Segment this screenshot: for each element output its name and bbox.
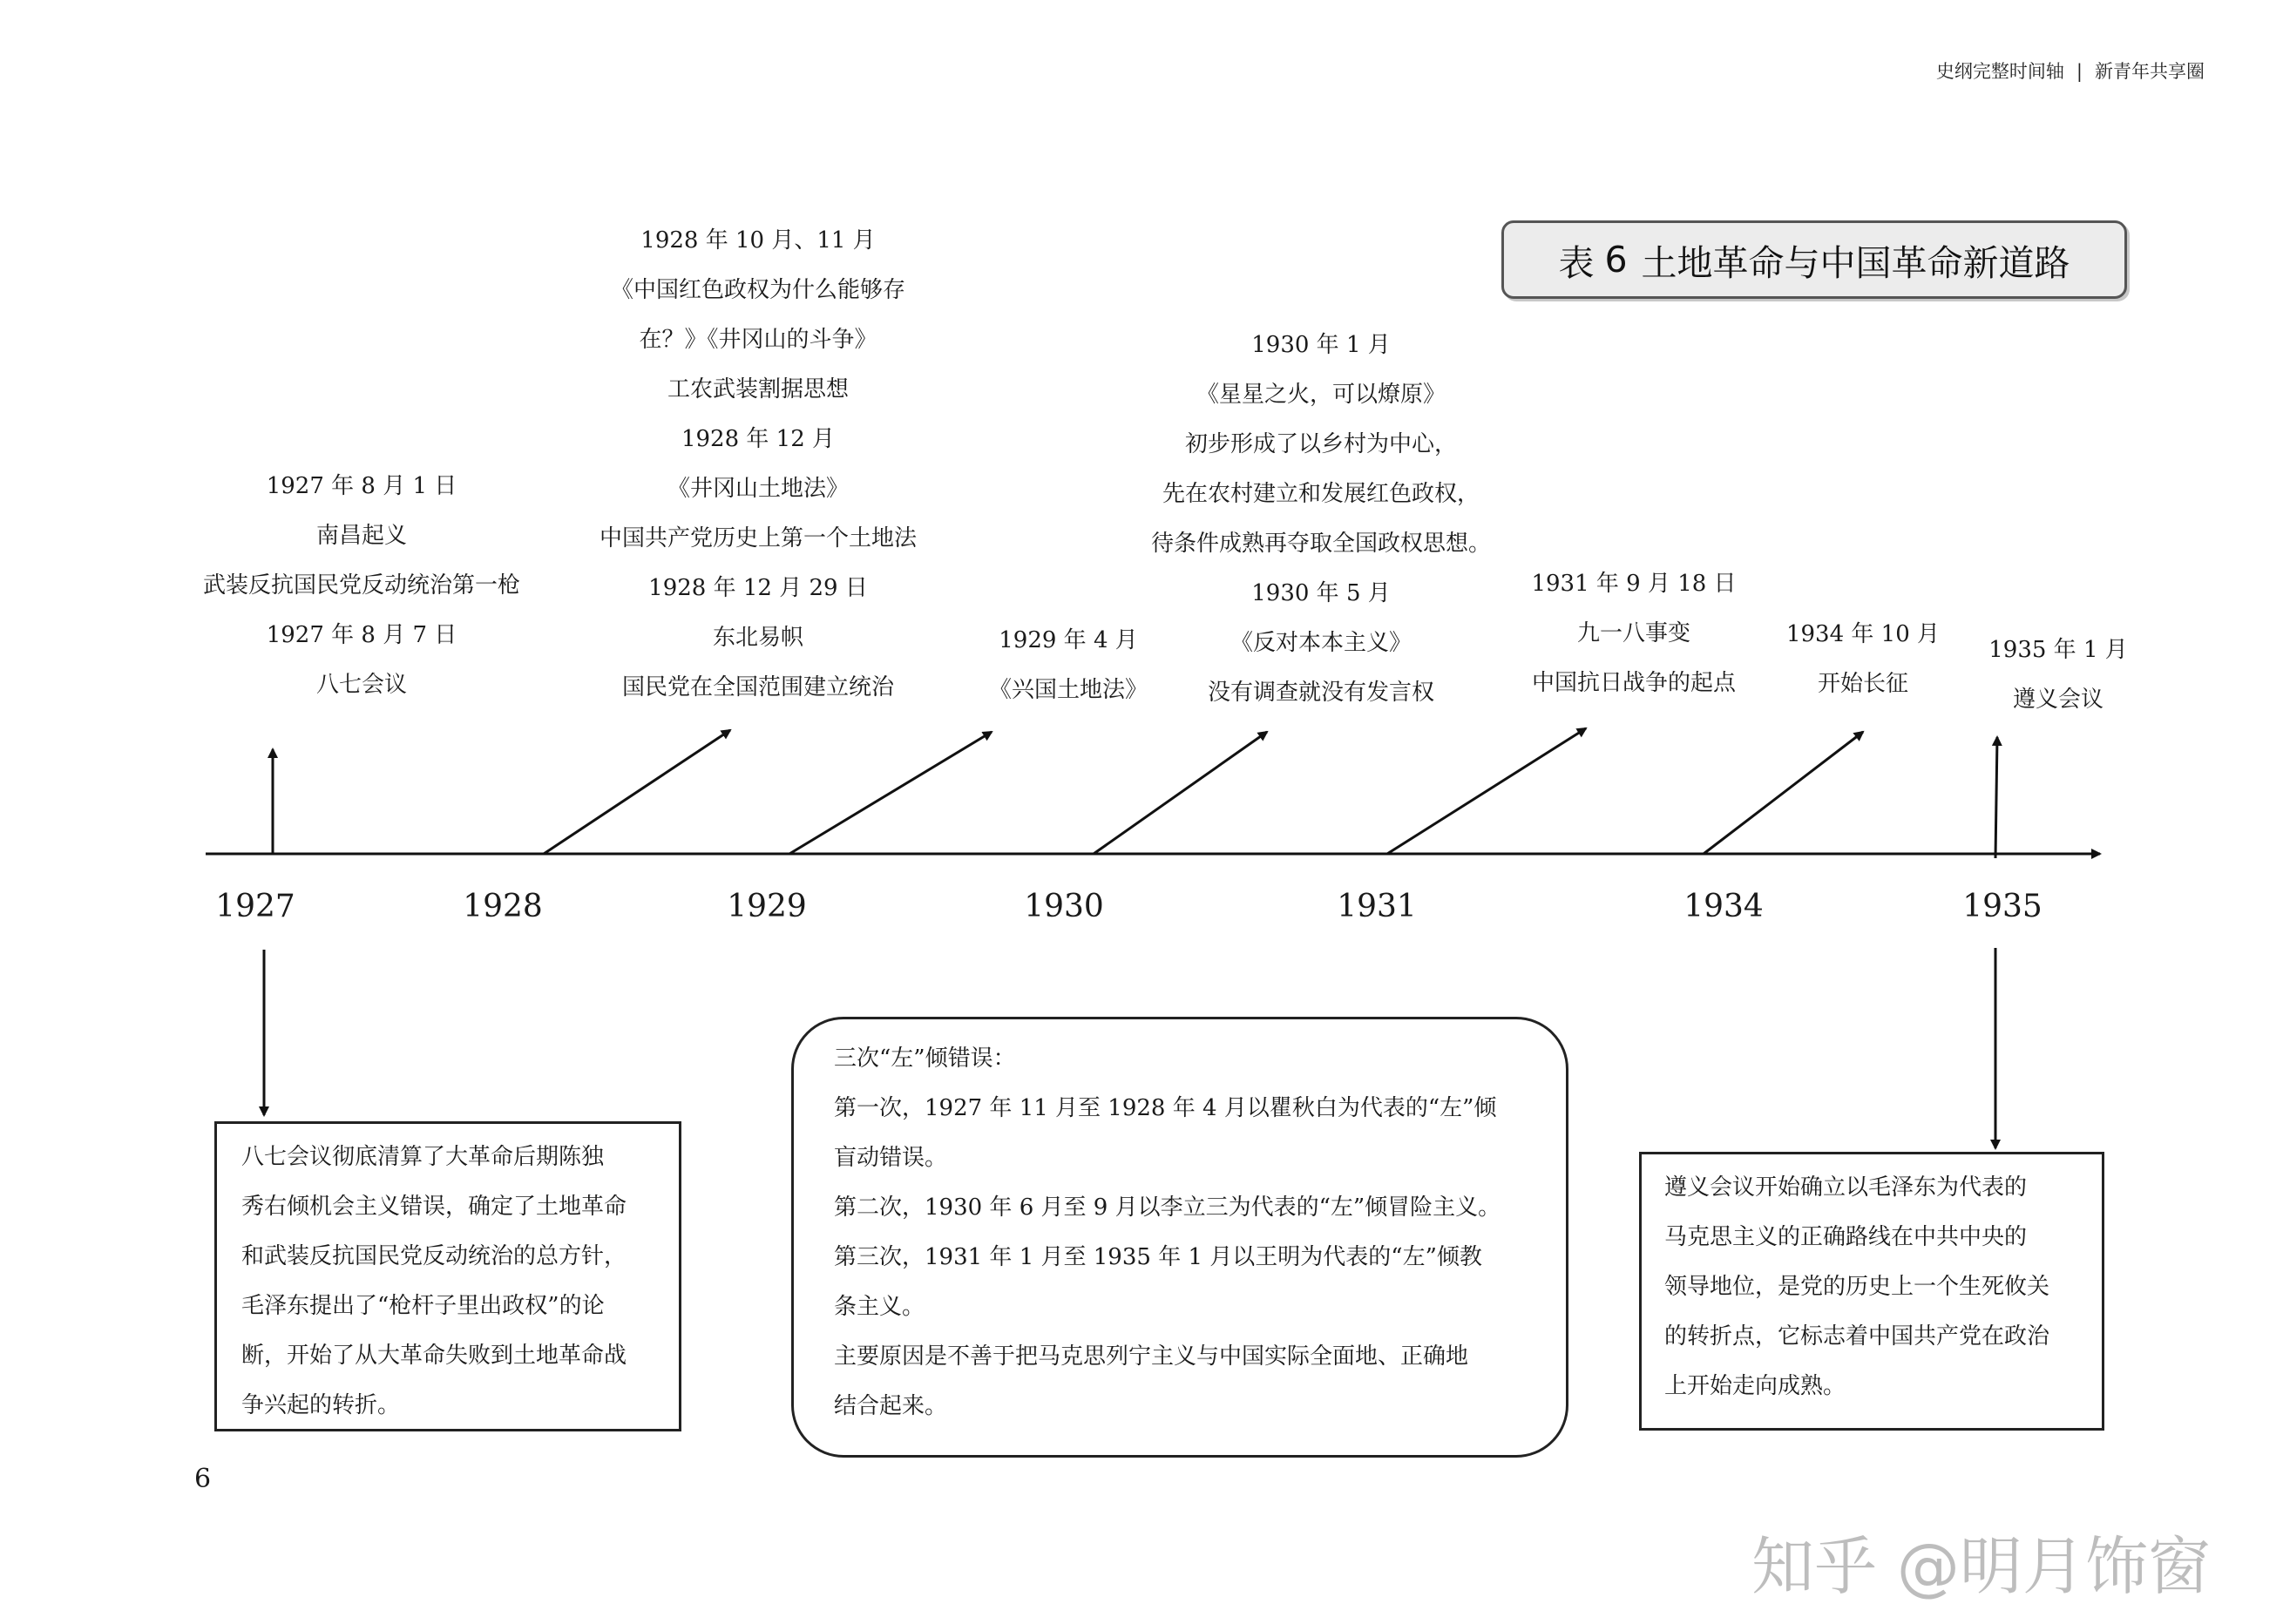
note-line: 上开始走向成熟。 [1664, 1373, 1846, 1399]
event-line: 开始长征 [1817, 671, 1909, 697]
event-line: 九一八事变 [1576, 620, 1690, 646]
note-line: 结合起来。 [834, 1393, 948, 1419]
page-number: 6 [194, 1464, 212, 1494]
header-publisher: 新青年共享圈 [2095, 61, 2205, 82]
note-line: 主要原因是不善于把马克思列宁主义与中国实际全面地、正确地 [834, 1343, 1469, 1370]
note-line: 第二次，1930 年 6 月至 9 月以李立三为代表的“左”倾冒险主义。 [834, 1194, 1501, 1221]
event-line: 1930 年 5 月 [1251, 580, 1391, 606]
event-line: 《反对本本主义》 [1230, 630, 1412, 656]
event-line: 国民党在全国范围建立统治 [621, 674, 895, 700]
header-separator: | [2076, 61, 2083, 82]
note-line: 盲动错误。 [834, 1145, 948, 1171]
year-label-1935: 1935 [1962, 889, 2043, 924]
note-line: 条主义。 [834, 1294, 925, 1320]
event-line: 1927 年 8 月 1 日 [266, 473, 457, 499]
event-line: 1927 年 8 月 7 日 [266, 622, 457, 648]
event-line: 中国共产党历史上第一个土地法 [599, 525, 918, 551]
note-line: 的转折点，它标志着中国共产党在政治 [1664, 1323, 2050, 1350]
note-line: 和武装反抗国民党反动统治的总方针， [241, 1243, 627, 1269]
event-1934 [1786, 610, 1940, 709]
event-1929 [989, 616, 1148, 715]
event-line: 1928 年 12 月 29 日 [648, 575, 868, 601]
event-line: 1929 年 4 月 [999, 627, 1138, 653]
watermark: 知乎 @明月饰窗 [1751, 1530, 2211, 1603]
note-line: 断，开始了从大革命失败到土地革命战 [241, 1343, 627, 1369]
event-line: 没有调查就没有发言权 [1207, 680, 1435, 706]
event-1927 [203, 462, 520, 710]
note-line: 遵义会议开始确立以毛泽东为代表的 [1664, 1174, 2028, 1201]
year-label-1927: 1927 [215, 889, 295, 924]
event-line: 1935 年 1 月 [1988, 637, 2128, 663]
event-line: 工农武装割据思想 [667, 376, 850, 403]
note-line: 秀右倾机会主义错误，确定了土地革命 [241, 1194, 627, 1220]
note-box-bayi-meeting [214, 1121, 681, 1431]
event-line: 先在农村建立和发展红色政权， [1162, 481, 1480, 507]
event-line: 八七会议 [315, 672, 408, 698]
event-line: 初步形成了以乡村为中心， [1184, 431, 1458, 457]
event-line: 中国抗日战争的起点 [1531, 670, 1736, 696]
note-box-left-errors [791, 1017, 1568, 1458]
arrow-1935-up [1995, 737, 1997, 858]
event-line: 南昌起义 [315, 523, 408, 549]
note-line: 马克思主义的正确路线在中共中央的 [1664, 1224, 2028, 1250]
arrow-1928 [544, 730, 730, 854]
event-line: 1931 年 9 月 18 日 [1531, 571, 1737, 597]
event-line: 武装反抗国民党反动统治第一枪 [202, 572, 521, 599]
note-line: 三次“左”倾错误： [834, 1045, 1016, 1072]
note-line: 争兴起的转折。 [241, 1392, 401, 1418]
note-line: 第一次，1927 年 11 月至 1928 年 4 月以瞿秋白为代表的“左”倾 [834, 1095, 1497, 1121]
event-line: 《兴国土地法》 [988, 677, 1148, 703]
note-box-zunyi-meeting [1639, 1152, 2104, 1431]
note-line: 八七会议彻底清算了大革命后期陈独 [241, 1144, 605, 1170]
event-line: 1928 年 12 月 [681, 426, 836, 452]
title-number: 6 [1604, 239, 1628, 281]
year-label-1929: 1929 [727, 889, 807, 924]
year-label-1934: 1934 [1683, 889, 1764, 924]
event-line: 在？》《井冈山的斗争》 [639, 327, 877, 353]
event-line: 《井冈山土地法》 [667, 476, 850, 502]
header-book-title: 史纲完整时间轴 [1935, 61, 2064, 82]
note-line: 领导地位，是党的历史上一个生死攸关 [1664, 1274, 2050, 1300]
event-line: 1930 年 1 月 [1251, 332, 1391, 358]
note-line: 第三次，1931 年 1 月至 1935 年 1 月以王明为代表的“左”倾教 [834, 1244, 1482, 1270]
event-line: 待条件成熟再夺取全国政权思想。 [1150, 531, 1492, 557]
event-1935 [1988, 626, 2128, 725]
year-label-1931: 1931 [1337, 889, 1417, 924]
note-line: 毛泽东提出了“枪杆子里出政权”的论 [241, 1293, 605, 1319]
arrow-1934 [1704, 732, 1863, 854]
year-label-1930: 1930 [1024, 889, 1104, 924]
event-1931 [1531, 559, 1736, 708]
arrow-1929 [789, 732, 992, 854]
title-prefix: 表 [1558, 241, 1595, 284]
arrow-1931 [1387, 728, 1586, 854]
event-1930 [1151, 321, 1491, 718]
title-text: 土地革命与中国革命新道路 [1641, 241, 2070, 284]
event-1928 [600, 216, 917, 713]
arrow-1930 [1094, 732, 1267, 854]
event-line: 《中国红色政权为什么能够存 [610, 277, 906, 303]
year-label-1928: 1928 [463, 889, 543, 924]
event-line: 1928 年 10 月、11 月 [640, 227, 876, 254]
event-line: 《星星之火，可以燎原》 [1196, 382, 1446, 408]
event-line: 东北易帜 [712, 625, 804, 651]
event-line: 1934 年 10 月 [1785, 621, 1941, 647]
event-line: 遵义会议 [2012, 687, 2104, 713]
